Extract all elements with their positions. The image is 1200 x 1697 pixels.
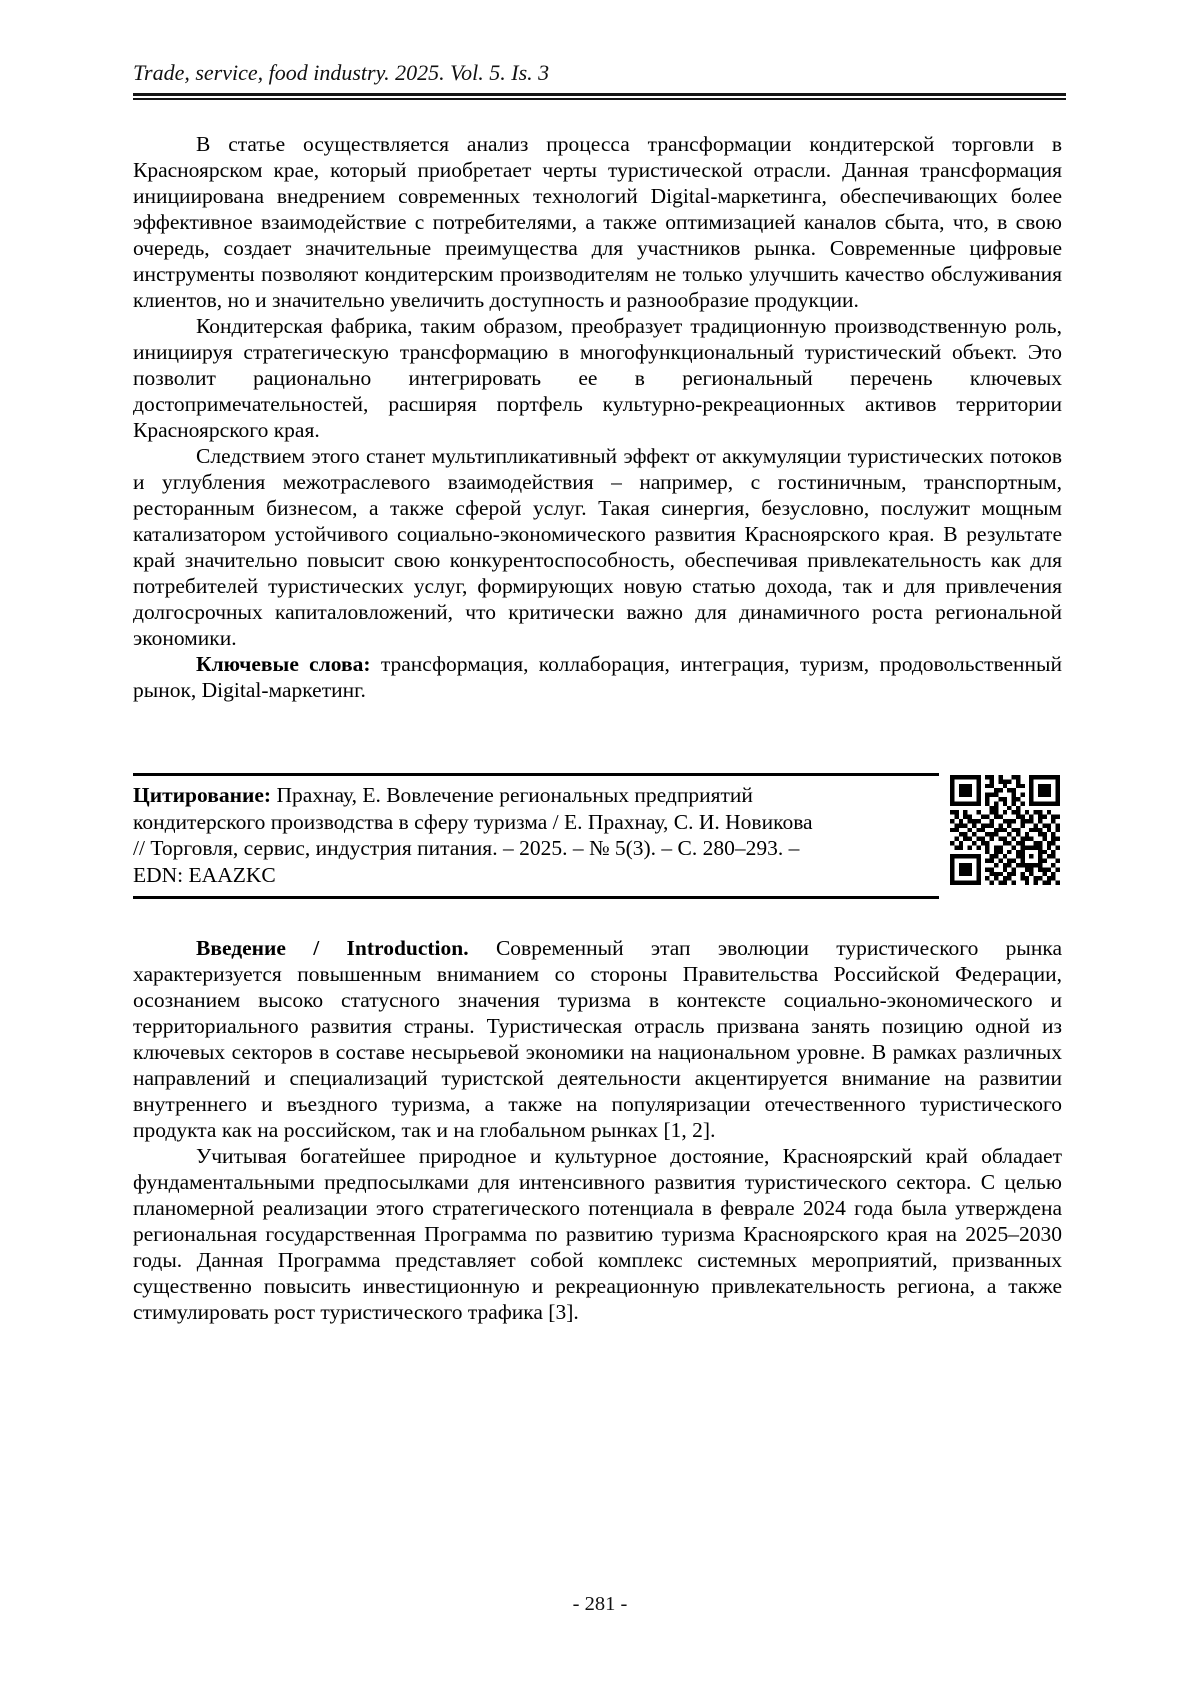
- introduction-paragraph: Учитывая богатейшее природное и культурное достояние, Красноярский край обладает фундаментальными предпосылками для интенсивного развития туристического сектора. С целью планомерной реализации этого стратегического потенциала в феврале 2024 года была утверждена региональная государственная Программа по развитию туризма Красноярского края на 2025–2030 годы. Данная Программа представляет собой комплекс системных мероприятий, призванных существенно повысить инвестиционную и рекреационную привлекательность региона, а также стимулировать рост туристического трафика [3].: [133, 1144, 1062, 1324]
- citation-line: EDN: EAAZKC: [133, 862, 276, 887]
- introduction-heading: Введение / Introduction.: [196, 936, 469, 960]
- abstract-paragraph: Кондитерская фабрика, таким образом, преобразует традиционную производственную роль, инициируя стратегическую трансформацию в многофункциональный туристический объект. Это позволит рационально интегрировать ее в региональный перечень ключевых достопримечательностей, расширяя портфель культурно-рекреационных активов территории Красноярского края.: [133, 314, 1062, 442]
- keywords-paragraph: [133, 651, 1062, 703]
- keywords-label: Ключевые слова:: [196, 652, 371, 676]
- introduction-section: [133, 935, 1062, 1325]
- citation-line: [133, 782, 939, 809]
- citation-box: [133, 773, 939, 899]
- abstract-paragraph: Следствием этого станет мультипликативный эффект от аккумуляции туристических потоков и углубления межотраслевого взаимодействия – например, с гостиничным, транспортным, ресторанным бизнесом, а также сферой услуг. Такая синергия, безусловно, послужит мощным катализатором устойчивого социально-экономического развития Красноярского края. В результате край значительно повысит свою конкурентоспособность, обеспечивая привлекательность как для потребителей туристических услуг, формирующих новую статью дохода, так и для привлечения долгосрочных капиталовложений, что критически важно для динамичного роста региональной экономики.: [133, 444, 1062, 650]
- introduction-text: Современный этап эволюции туристического рынка характеризуется повышенным вниманием со стороны Правительства Российской Федерации, осознанием высоко статусного значения туризма в контексте социально-экономического и территориального развития страны. Туристическая отрасль призвана занять позицию одной из ключевых секторов в составе несырьевой экономики на национальном уровне. В рамках различных направлений и специализаций туристской деятельности акцентируется внимание на развитии внутреннего и въездного туризма, а также на популяризации отечественного туристического продукта как на российском, так и на глобальном рынках [1, 2].: [133, 936, 1063, 1142]
- page-number: - 281 -: [572, 1593, 628, 1615]
- introduction-paragraph: [133, 935, 1062, 1143]
- citation-line: // Торговля, сервис, индустрия питания. – 2025. – № 5(3). – С. 280–293. –: [133, 836, 800, 860]
- citation-label: Цитирование:: [133, 783, 272, 807]
- abstract-section: [133, 131, 1062, 703]
- header-divider: [133, 93, 1066, 100]
- abstract-paragraph: В статье осуществляется анализ процесса трансформации кондитерской торговли в Красноярском крае, который приобретает черты туристической отрасли. Данная трансформация инициирована внедрением современных технологий Digital-маркетинга, обеспечивающих более эффективное взаимодействие с потребителями, а также оптимизацией каналов сбыта, что, в свою очередь, создает значительные преимущества для участников рынка. Современные цифровые инструменты позволяют кондитерским производителям не только улучшить качество обслуживания клиентов, но и значительно увеличить доступность и разнообразие продукции.: [133, 132, 1062, 312]
- keywords-text: трансформация, коллаборация, интеграция, туризм, продовольственный рынок, Digital-маркетинг.: [133, 652, 1062, 702]
- citation-block: [133, 773, 1200, 899]
- citation-line: кондитерского производства в сферу туризма / Е. Прахнау, С. И. Новикова: [133, 809, 813, 834]
- qr-code-icon: [950, 775, 1060, 885]
- running-head: Trade, service, food industry. 2025. Vol. 5. Is. 3: [133, 60, 550, 85]
- citation-text: Прахнау, Е. Вовлечение региональных предприятий: [276, 783, 753, 807]
